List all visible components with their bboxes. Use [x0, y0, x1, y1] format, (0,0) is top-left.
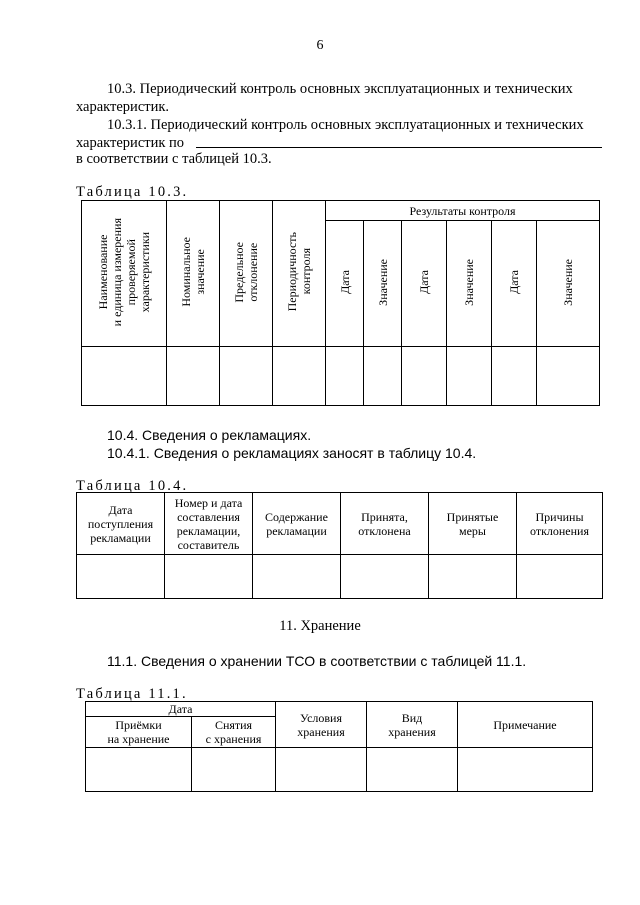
- table-cell[interactable]: [167, 347, 220, 406]
- header-removal-date: Снятия с хранения: [192, 717, 276, 748]
- result-col-value-1: Значение: [364, 221, 402, 347]
- result-col-date-1: Дата: [326, 221, 364, 347]
- header-claim-number: Номер и дата составления рекламации, составитель: [165, 493, 253, 555]
- table-cell[interactable]: [447, 347, 492, 406]
- table-cell[interactable]: [165, 555, 253, 599]
- table-cell[interactable]: [82, 347, 167, 406]
- table-cell[interactable]: [273, 347, 326, 406]
- section-10-3-line2: характеристик.: [76, 99, 170, 115]
- table-10-3-caption: Таблица 10.3.: [76, 184, 189, 200]
- col-header-name: Наименование и единица измерения проверяемой характеристики: [82, 201, 167, 347]
- header-storage-type: Вид хранения: [367, 702, 458, 748]
- results-header: Результаты контроля: [326, 201, 600, 221]
- result-col-date-3: Дата: [492, 221, 537, 347]
- section-10-4-line1: 10.4. Сведения о рекламациях.: [107, 427, 312, 443]
- col-header-limit: Предельное отклонение: [220, 201, 273, 347]
- table-cell[interactable]: [77, 555, 165, 599]
- section-11-title: 11. Хранение: [279, 618, 361, 634]
- table-cell[interactable]: [492, 347, 537, 406]
- table-cell[interactable]: [326, 347, 364, 406]
- col-header-period: Периодичность контроля: [273, 201, 326, 347]
- table-cell[interactable]: [253, 555, 341, 599]
- table-cell[interactable]: [220, 347, 273, 406]
- table-row: [82, 347, 600, 406]
- table-cell[interactable]: [86, 748, 192, 792]
- table-10-4-caption: Таблица 10.4.: [76, 478, 189, 494]
- section-10-3-1-prefix: характеристик по: [76, 135, 185, 151]
- table-cell[interactable]: [429, 555, 517, 599]
- table-cell[interactable]: [341, 555, 429, 599]
- table-cell[interactable]: [276, 748, 367, 792]
- section-10-3-line1: 10.3. Периодический контроль основных эксплуатационных и технических: [107, 81, 573, 97]
- table-cell[interactable]: [402, 347, 447, 406]
- header-measures-taken: Принятые меры: [429, 493, 517, 555]
- result-col-date-2: Дата: [402, 221, 447, 347]
- table-row: [86, 748, 593, 792]
- date-header: Дата: [86, 702, 276, 717]
- header-note: Примечание: [458, 702, 593, 748]
- table-10-3: [81, 200, 600, 406]
- header-accepted-rejected: Принята, отклонена: [341, 493, 429, 555]
- result-col-value-2: Значение: [447, 221, 492, 347]
- result-col-value-3: Значение: [537, 221, 600, 347]
- table-cell[interactable]: [192, 748, 276, 792]
- col-header-nominal: Номинальное значение: [167, 201, 220, 347]
- table-cell[interactable]: [458, 748, 593, 792]
- table-cell[interactable]: [517, 555, 603, 599]
- header-storage-conditions: Условия хранения: [276, 702, 367, 748]
- header-rejection-reasons: Причины отклонения: [517, 493, 603, 555]
- fill-in-blank-line: [196, 147, 602, 148]
- table-10-4: [76, 492, 603, 599]
- section-10-3-1-line1: 10.3.1. Периодический контроль основных эксплуатационных и технических: [107, 117, 584, 133]
- table-cell[interactable]: [364, 347, 402, 406]
- table-row: [77, 555, 603, 599]
- table-cell[interactable]: [367, 748, 458, 792]
- section-10-3-1-line3: в соответствии с таблицей 10.3.: [76, 151, 272, 167]
- header-receipt-date: Дата поступления рекламации: [77, 493, 165, 555]
- header-acceptance-date: Приёмки на хранение: [86, 717, 192, 748]
- section-11-1-line: 11.1. Сведения о хранении ТСО в соответствии с таблицей 11.1.: [107, 653, 527, 669]
- section-10-4-1-line: 10.4.1. Сведения о рекламациях заносят в таблицу 10.4.: [107, 445, 477, 461]
- page-number: 6: [316, 38, 324, 53]
- table-11-1-caption: Таблица 11.1.: [76, 686, 188, 702]
- header-claim-content: Содержание рекламации: [253, 493, 341, 555]
- table-cell[interactable]: [537, 347, 600, 406]
- table-11-1: [85, 701, 593, 792]
